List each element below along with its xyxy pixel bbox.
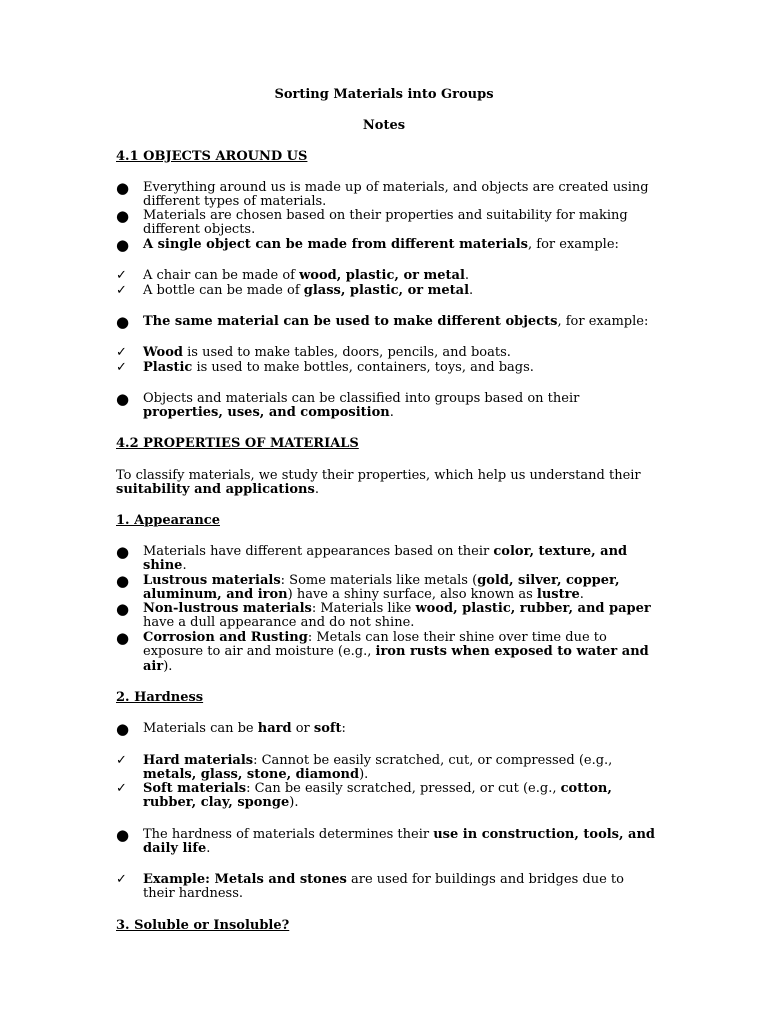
document-subtitle: Notes <box>362 118 406 133</box>
bullet-item <box>116 722 656 736</box>
bullet-item <box>116 181 656 210</box>
bold-text: suitability and applications <box>116 482 315 498</box>
text-run: . <box>182 558 187 574</box>
bullet-text <box>143 574 656 603</box>
bold-text: Non-lustrous materials <box>143 601 312 616</box>
check-text <box>143 361 656 375</box>
bold-text: glass, plastic, or metal <box>303 283 470 298</box>
bullet-text <box>143 238 656 252</box>
text-run: : Metals can lose their shine over time due to exposure to air and moisture (e.g., <box>143 630 607 660</box>
text-run: : Can be easily scratched, pressed, or cut (e.g., <box>246 781 561 796</box>
bold-text: Lustrous materials <box>143 573 281 588</box>
bold-text: Hard materials <box>143 753 254 768</box>
check-item <box>116 284 656 298</box>
text-run: ). <box>359 767 369 783</box>
bullet-item <box>116 828 656 857</box>
bold-text: Corrosion and Rusting <box>143 630 308 645</box>
bold-text: metals, glass, stone, diamond <box>143 767 360 783</box>
check-item <box>116 754 656 783</box>
bullet-item <box>116 209 656 238</box>
bold-text: Example: Metals and stones <box>143 872 347 887</box>
document-title: Sorting Materials into Groups <box>274 87 494 102</box>
text-run: is used to make bottles, containers, toys, and bags. <box>192 360 534 375</box>
text-run: Objects and materials can be classified into groups based on their <box>143 391 580 406</box>
bold-text: A single object can be made from different materials <box>143 237 528 252</box>
bullet-icon: ● <box>116 826 130 844</box>
bullet-icon: ● <box>116 572 130 590</box>
checkmark-icon: ✓ <box>116 360 127 375</box>
section-heading-properties-of-materials: 4.2 PROPERTIES OF MATERIALS <box>116 436 359 451</box>
checkmark-icon: ✓ <box>116 268 127 283</box>
bullet-item <box>116 315 656 329</box>
check-item <box>116 873 656 902</box>
text-run: are used for buildings and bridges due to their hardness. <box>143 872 624 902</box>
text-run: . <box>206 841 211 857</box>
bullet-text: Materials are chosen based on their properties and suitability for making different objects. <box>143 208 628 238</box>
bullet-text <box>143 828 656 857</box>
text-run: : Some materials like metals ( <box>280 573 478 588</box>
text-run: . <box>389 405 394 421</box>
text-run: A bottle can be made of <box>143 283 304 298</box>
bullet-icon: ● <box>116 313 130 331</box>
bold-text: wood, plastic, rubber, and paper <box>415 601 651 616</box>
text-run: have a dull appearance and do not shine. <box>143 615 415 631</box>
bullet-item <box>116 392 656 421</box>
text-run: is used to make tables, doors, pencils, and boats. <box>182 345 511 360</box>
text-run: . <box>314 482 319 498</box>
bold-text: The same material can be used to make different objects <box>143 314 558 329</box>
text-run: ). <box>163 658 173 674</box>
bold-text: lustre <box>536 587 580 603</box>
text-run: To classify materials, we study their properties, which help us understand their <box>116 468 641 483</box>
bold-text: gold, silver, copper, aluminum, and iron <box>143 573 620 603</box>
bullet-text <box>143 392 656 421</box>
checkmark-icon: ✓ <box>116 781 127 796</box>
checkmark-icon: ✓ <box>116 345 127 360</box>
check-item <box>116 269 656 283</box>
text-run: , for example: <box>528 237 619 252</box>
bold-text: properties, uses, and composition <box>143 405 390 421</box>
check-item <box>116 782 656 811</box>
check-text <box>143 284 656 298</box>
bold-text: soft <box>313 721 342 736</box>
bullet-text <box>143 315 656 329</box>
intro-paragraph <box>116 469 656 498</box>
bullet-item <box>116 574 656 603</box>
bullet-icon: ● <box>116 600 130 618</box>
bullet-text <box>143 722 656 736</box>
subheading-hardness: 2. Hardness <box>116 690 204 705</box>
text-run: . <box>469 283 474 298</box>
text-run: : Materials like <box>311 601 416 616</box>
text-run: . <box>464 268 470 283</box>
text-run: or <box>291 721 314 736</box>
subheading-appearance: 1. Appearance <box>116 513 220 528</box>
check-text <box>143 754 656 783</box>
bold-text: wood, plastic, or metal <box>299 268 465 283</box>
bold-text: iron rusts when exposed to water and air <box>143 644 649 674</box>
bold-text: Soft materials <box>143 781 247 796</box>
bullet-icon: ● <box>116 629 130 647</box>
bullet-icon: ● <box>116 207 130 225</box>
text-run: ). <box>289 795 299 811</box>
subheading-soluble-or-insoluble: 3. Soluble or Insoluble? <box>116 918 290 933</box>
check-text <box>143 782 656 811</box>
bold-text: use in construction, tools, and daily life <box>143 827 656 857</box>
bullet-text: Everything around us is made up of materials, and objects are created using different types of materials. <box>143 180 649 210</box>
check-item <box>116 361 656 375</box>
text-run: ) have a shiny surface, also known as <box>287 587 537 603</box>
text-run: Materials can be <box>143 721 258 736</box>
section-heading-objects-around-us: 4.1 OBJECTS AROUND US <box>116 149 308 164</box>
bullet-icon: ● <box>116 720 130 738</box>
bold-text: hard <box>257 721 292 736</box>
text-run: . <box>579 587 584 603</box>
bullet-text <box>143 545 656 574</box>
bullet-item <box>116 602 656 631</box>
checkmark-icon: ✓ <box>116 872 127 887</box>
bullet-icon: ● <box>116 179 130 197</box>
bullet-icon: ● <box>116 543 130 561</box>
bullet-text <box>143 631 656 674</box>
bold-text: Plastic <box>143 360 193 375</box>
check-item <box>116 346 656 360</box>
text-run: Materials have different appearances based on their <box>143 544 494 559</box>
bullet-text <box>143 602 656 631</box>
bullet-item <box>116 631 656 674</box>
checkmark-icon: ✓ <box>116 753 127 768</box>
text-run: A chair can be made of <box>143 268 300 283</box>
bullet-item <box>116 238 656 252</box>
check-text <box>143 269 656 283</box>
text-run: , for example: <box>557 314 649 329</box>
bold-text: cotton, rubber, clay, sponge <box>143 781 612 811</box>
check-text <box>143 873 656 902</box>
check-text <box>143 346 656 360</box>
text-run: : <box>341 721 346 736</box>
bold-text: color, texture, and shine <box>143 544 628 574</box>
bold-text: Wood <box>143 345 183 360</box>
text-run: : Cannot be easily scratched, cut, or compressed (e.g., <box>253 753 613 768</box>
checkmark-icon: ✓ <box>116 283 127 298</box>
bullet-icon: ● <box>116 236 130 254</box>
bullet-item <box>116 545 656 574</box>
bullet-icon: ● <box>116 390 130 408</box>
text-run: The hardness of materials determines their <box>143 827 434 842</box>
